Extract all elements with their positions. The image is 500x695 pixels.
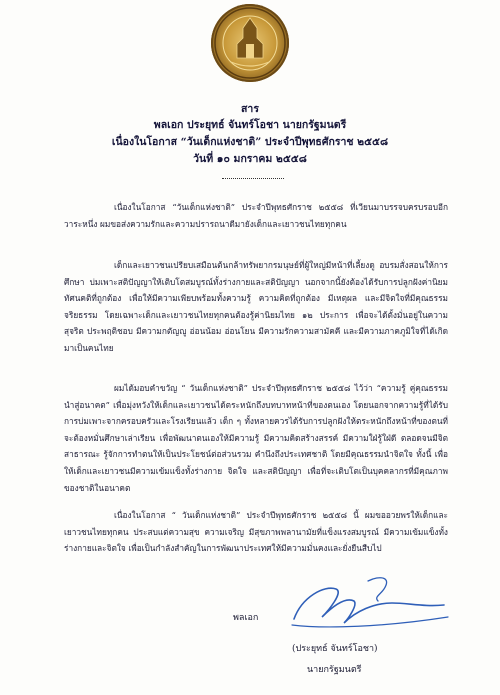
handwritten-signature [284,567,454,639]
paragraph-2: เด็กและเยาวชนเปรียบเสมือนต้นกล้าทรัพยากรมนุษย์ที่ผู้ใหญ่มีหน้าที่เลี้ยงดู อบรมสั่งสอนให้การศึกษา บ่มเพาะสติปัญญาให้เติบโตสมบูรณ์ทั้งร่างกายและสติปัญญา นอกจากนี้ยังต้องได้รับการปลูกฝังค่านิยม ทัศนคติที่ถูกต้อง เพื่อให้มีความเพียบพร้อมทั้งความรู้ ความคิดที่ถูกต้อง มีเหตุผล และมีจิตใจที่มีคุณธรรม จริยธรรม โดยเฉพาะเด็กและเยาวชนไทยทุกคนต้องรู้ค่านิยมไทย ๑๒ ประการ เพื่อจะได้ตั้งมั่นอยู่ในความสุจริต ประพฤติชอบ มีความกตัญญู อ่อนน้อม อ่อนโยน มีความรักความสามัคคี และมีความภาคภูมิใจที่ได้เกิดมาเป็นคนไทย [64,260,448,353]
government-seal-icon [211,4,289,82]
paragraph-3: ผมได้มอบคำขวัญ “ วันเด็กแห่งชาติ” ประจำปีพุทธศักราช ๒๕๕๘ ไว้ว่า “ความรู้ คู่คุณธรรม นำสู่อนาคต” เพื่อมุ่งหวังให้เด็กและเยาวชนได้ตระหนักถึงบทบาทหน้าที่ของตนเอง โดยนอกจากความรู้ที่ได้รับการบ่มเพาะจากครอบครัวและโรงเรียนแล้ว เด็ก ๆ ทั้งหลายควรได้รับการปลูกฝังให้ตระหนักถึงหน้าที่ของตนที่จะต้องหมั่นศึกษาเล่าเรียน เพื่อพัฒนาตนเองให้มีความรู้ มีความคิดสร้างสรรค์ มีความใฝ่รู้ใฝ่ดี ตลอดจนมีจิตสาธารณะ รู้จักการทำตนให้เป็นประโยชน์ต่อส่วนรวม คำนึงถึงประเทศชาติ โดยมีคุณธรรมนำจิตใจ ทั้งนี้ เพื่อให้เด็กและเยาวชนมีความเข้มแข็งทั้งร่างกาย จิตใจ และสติปัญญา เพื่อที่จะเติบโตเป็นบุคคลากรที่มีคุณภาพของชาติในอนาคต [64,383,448,493]
author-line: พลเอก ประยุทธ์ จันทร์โอชา นายกรัฐมนตรี [153,119,347,131]
signature-name: (ประยุทธ์ จันทร์โอชา) [292,644,378,654]
signature-title: นายกรัฐมนตรี [307,665,362,675]
date-line: วันที่ ๑๐ มกราคม ๒๕๕๘ [193,153,307,165]
occasion-line: เนื่องในโอกาส “วันเด็กแห่งชาติ” ประจำปีพุทธศักราช ๒๕๕๘ [111,136,389,148]
signature-rank: พลเอก [233,613,259,623]
message-type: สาร [241,103,259,115]
paragraph-4: เนื่องในโอกาส “ วันเด็กแห่งชาติ” ประจำปีพุทธศักราช ๒๕๕๘ นี้ ผมขออวยพรให้เด็กและเยาวชนไทยทุกคน ประสบแต่ความสุข ความเจริญ มีสุขภาพพลานามัยที่แข็งแรงสมบูรณ์ มีความเข้มแข็งทั้งร่างกายและจิตใจ เพื่อเป็นกำลังสำคัญในการพัฒนาประเทศให้มีความมั่นคงและยั่งยืนสืบไป [64,510,448,554]
paragraph-1: เนื่องในโอกาส “วันเด็กแห่งชาติ” ประจำปีพุทธศักราช ๒๕๕๘ ที่เวียนมาบรรจบครบรอบอีกวาระหนึ่ง ผมขอส่งความรักและความปรารถนาดีมายังเด็กและเยาวชนไทยทุกคน [64,202,448,229]
separator-rule [222,178,284,179]
